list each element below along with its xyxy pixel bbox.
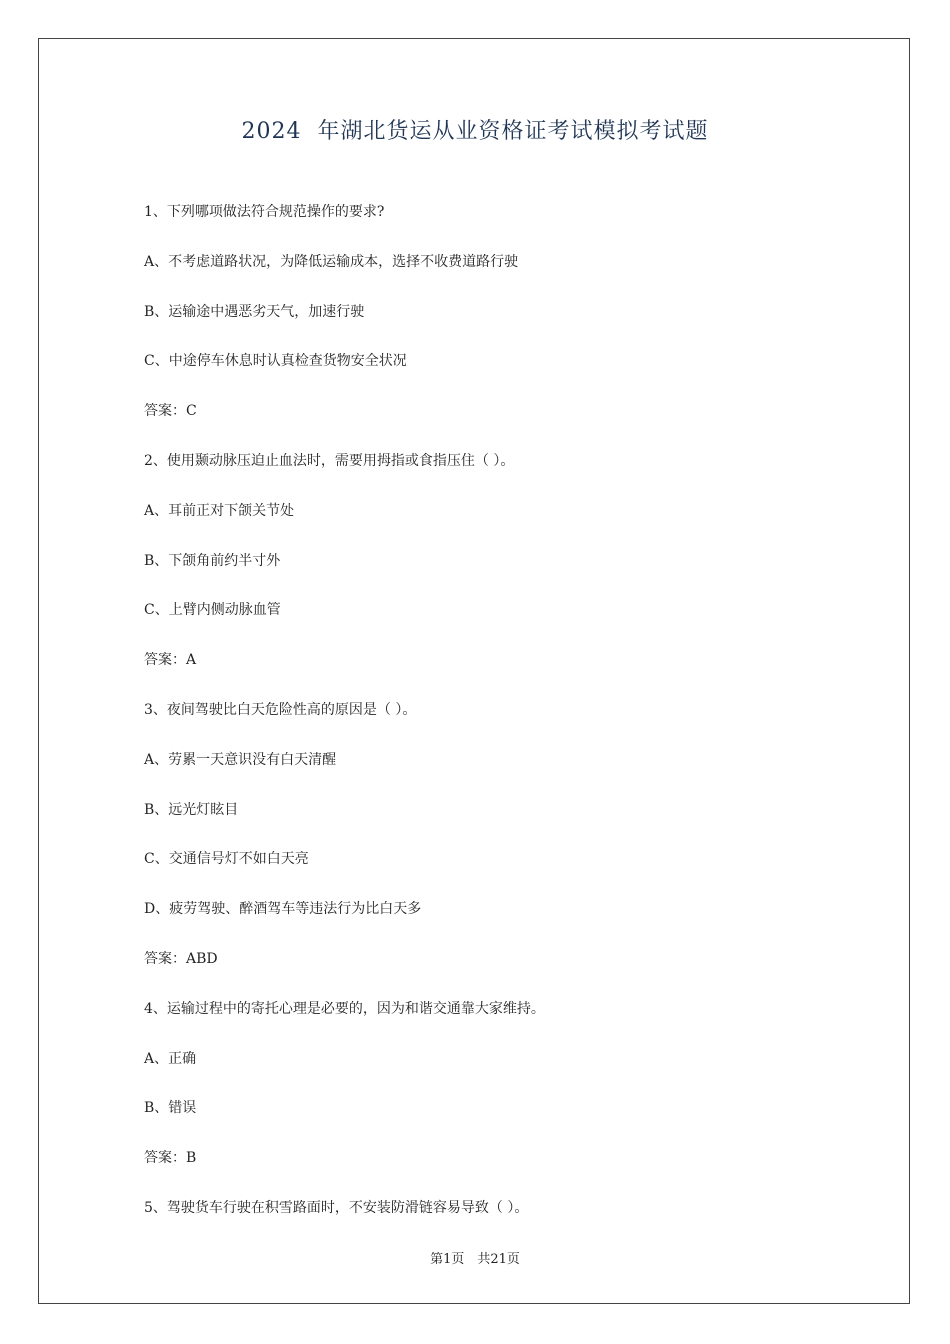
question-1-answer: 答案：C <box>144 403 197 420</box>
page-footer: 第1页 共21页 <box>430 1252 520 1267</box>
question-1: 1、下列哪项做法符合规范操作的要求? <box>144 204 385 220</box>
question-1-option-a: A、不考虑道路状况，为降低运输成本，选择不收费道路行驶 <box>144 253 519 270</box>
question-5: 5、驾驶货车行驶在积雪路面时，不安装防滑链容易导致（ ）。 <box>144 1199 529 1216</box>
question-4-option-a: A、正确 <box>144 1050 197 1067</box>
question-3-option-c: C、交通信号灯不如白天亮 <box>144 851 309 868</box>
question-4-option-b: B、错误 <box>144 1100 197 1117</box>
question-2-option-b: B、下颌角前约半寸外 <box>144 552 281 569</box>
question-3: 3、夜间驾驶比白天危险性高的原因是（ ）。 <box>144 701 417 718</box>
question-4: 4、运输过程中的寄托心理是必要的，因为和谐交通靠大家维持。 <box>144 1000 545 1017</box>
document-body <box>144 202 884 1248</box>
question-2: 2、使用颞动脉压迫止血法时，需要用拇指或食指压住（ ）。 <box>144 452 515 469</box>
question-3-option-d: D、疲劳驾驶、醉酒驾车等违法行为比白天多 <box>144 901 422 918</box>
question-3-option-a: A、劳累一天意识没有白天清醒 <box>144 751 337 768</box>
question-3-option-b: B、远光灯眩目 <box>144 801 239 818</box>
question-1-option-b: B、运输途中遇恶劣天气，加速行驶 <box>144 303 365 320</box>
question-3-answer: 答案：ABD <box>144 950 218 967</box>
question-4-answer: 答案：B <box>144 1150 197 1167</box>
document-title: 2024 年湖北货运从业资格证考试模拟考试题 <box>241 119 709 144</box>
question-2-answer: 答案：A <box>144 652 197 669</box>
question-1-option-c: C、中途停车休息时认真检查货物安全状况 <box>144 353 407 370</box>
question-2-option-c: C、上臂内侧动脉血管 <box>144 602 281 619</box>
question-2-option-a: A、耳前正对下颌关节处 <box>144 502 295 519</box>
